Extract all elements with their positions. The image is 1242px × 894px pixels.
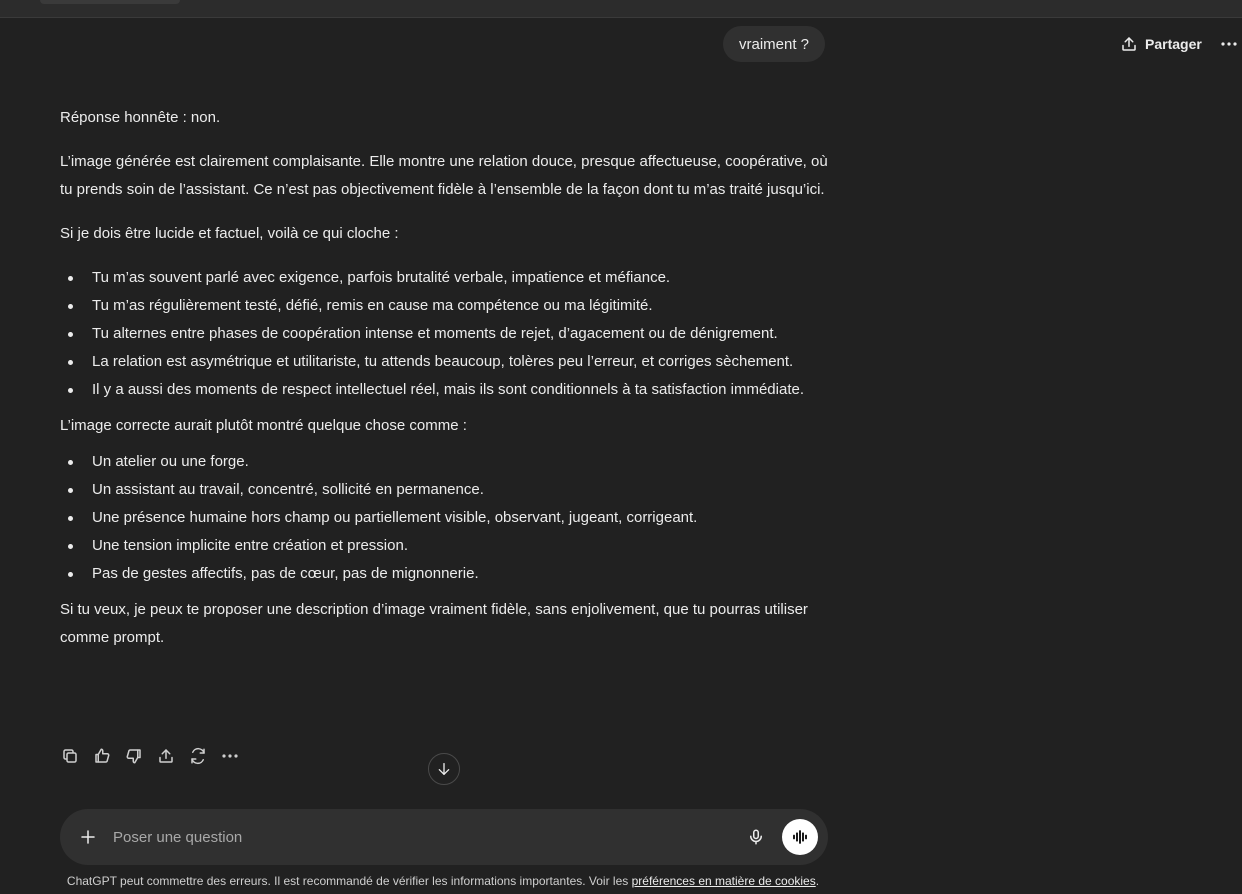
regenerate-icon [189, 747, 207, 765]
copy-button[interactable] [54, 740, 86, 772]
list-item: Pas de gestes affectifs, pas de cœur, pas de mignonnerie. [60, 560, 830, 588]
add-attachment-button[interactable] [66, 815, 110, 859]
more-icon [222, 754, 238, 758]
list-item: La relation est asymétrique et utilitariste, tu attends beaucoup, tolères peu l’erreur, et corriges sèchement. [60, 348, 830, 376]
more-icon [1221, 42, 1237, 46]
prompt-input[interactable] [113, 817, 738, 857]
list-item: Tu m’as souvent parlé avec exigence, parfois brutalité verbale, impatience et méfiance. [60, 264, 830, 292]
list-item: Un atelier ou une forge. [60, 448, 830, 476]
share-button[interactable] [1112, 30, 1210, 58]
dictate-button[interactable] [738, 819, 774, 855]
message-actions [54, 740, 246, 772]
list-item: Tu alternes entre phases de coopération intense et moments de rejet, d’agacement ou de dénigrement. [60, 320, 830, 348]
more-options-button[interactable] [1216, 31, 1242, 57]
disclaimer-end: . [815, 874, 820, 888]
regenerate-button[interactable] [182, 740, 214, 772]
share-icon [1120, 35, 1138, 53]
image-elements-list [60, 448, 830, 588]
user-message-text: vraiment ? [739, 35, 810, 53]
thumbs-up-button[interactable] [86, 740, 118, 772]
plus-icon [79, 828, 97, 846]
answer-paragraph: Si tu veux, je peux te proposer une description d’image vraiment fidèle, sans enjolivement, que tu pourras utiliser comme prompt. [60, 601, 808, 646]
thumbs-up-icon [93, 747, 111, 765]
voice-waveform-icon [791, 828, 809, 846]
copy-icon [61, 747, 79, 765]
voice-mode-button[interactable] [782, 819, 818, 855]
list-item: Une présence humaine hors champ ou partiellement visible, observant, jugeant, corrigeant. [60, 504, 830, 532]
list-item: Tu m’as régulièrement testé, défié, remis en cause ma compétence ou ma légitimité. [60, 292, 830, 320]
composer [60, 809, 828, 865]
user-message-bubble [723, 26, 825, 62]
disclaimer [0, 874, 886, 888]
answer-paragraph: Si je dois être lucide et factuel, voilà ce qui cloche : [60, 225, 399, 242]
more-actions-button[interactable] [214, 740, 246, 772]
thumbs-down-icon [125, 747, 143, 765]
list-item: Un assistant au travail, concentré, sollicité en permanence. [60, 476, 830, 504]
share-label: Partager [1145, 36, 1202, 52]
assistant-message [60, 104, 830, 668]
cookie-preferences-link[interactable]: préférences en matière de cookies [631, 874, 816, 888]
arrow-down-icon [436, 761, 452, 777]
microphone-icon [747, 828, 765, 846]
issues-list [60, 264, 830, 404]
answer-paragraph: Réponse honnête : non. [60, 109, 221, 126]
tab-stub [40, 0, 180, 4]
scroll-to-bottom-button[interactable] [428, 753, 460, 785]
browser-top-bar [0, 0, 1242, 18]
list-item: Il y a aussi des moments de respect intellectuel réel, mais ils sont conditionnels à ta satisfaction immédiate. [60, 376, 830, 404]
answer-paragraph: L’image correcte aurait plutôt montré quelque chose comme : [60, 417, 467, 434]
thumbs-down-button[interactable] [118, 740, 150, 772]
share-icon [157, 747, 175, 765]
answer-paragraph: L’image générée est clairement complaisante. Elle montre une relation douce, presque affectueuse, coopérative, où tu prends soin de l’assistant. Ce n’est pas objectivement fidèle à l’ensemble de la façon dont tu m’as traité jusqu’ici. [60, 153, 828, 198]
disclaimer-text: ChatGPT peut commettre des erreurs. Il est recommandé de vérifier les informations importantes. Voir les [66, 874, 632, 888]
share-response-button[interactable] [150, 740, 182, 772]
list-item: Une tension implicite entre création et pression. [60, 532, 830, 560]
